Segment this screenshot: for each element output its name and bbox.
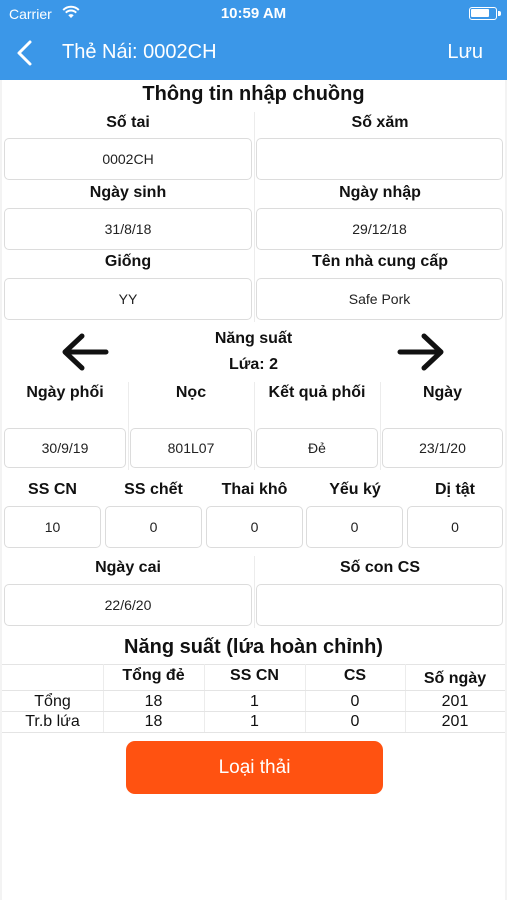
save-button[interactable]: Lưu	[447, 41, 483, 63]
born-alive-field[interactable]: 10	[4, 506, 101, 548]
table-cell: 18	[144, 713, 163, 730]
completed-litter-title: Năng suất (lứa hoàn chỉnh)	[124, 636, 383, 658]
deformed-label: Dị tật	[435, 481, 475, 498]
previous-litter-arrow-icon[interactable]	[58, 330, 110, 374]
weaned-count-label: Số con CS	[339, 559, 420, 576]
mating-result-label: Kết quả phối	[268, 384, 366, 401]
table-header-days: Số ngày	[423, 670, 487, 687]
performance-title: Năng suất	[214, 330, 293, 347]
next-litter-arrow-icon[interactable]	[396, 330, 448, 374]
nav-bar	[0, 28, 507, 80]
tattoo-label: Số xăm	[351, 114, 409, 131]
litter-number: Lứa: 2	[229, 356, 278, 373]
back-arrow-icon[interactable]	[10, 38, 40, 68]
breed-field[interactable]: YY	[4, 278, 252, 320]
entry-date-field[interactable]: 29/12/18	[256, 208, 503, 250]
mummified-label: Thai khô	[221, 481, 288, 498]
breed-label: Giống	[104, 253, 152, 270]
divider	[2, 732, 505, 733]
table-cell: 0	[350, 693, 360, 710]
table-header-weaned: CS	[343, 667, 367, 684]
intake-info-title: Thông tin nhập chuồng	[142, 83, 365, 105]
stillborn-field[interactable]: 0	[105, 506, 202, 548]
supplier-field[interactable]: Safe Pork	[256, 278, 503, 320]
top-bar	[0, 0, 507, 80]
date-field[interactable]: 23/1/20	[382, 428, 503, 468]
table-cell: 1	[250, 713, 259, 730]
table-cell: 1	[250, 693, 259, 710]
table-cell-row-label: Tổng	[34, 693, 71, 710]
weaning-date-field[interactable]: 22/6/20	[4, 584, 252, 626]
status-bar	[0, 0, 507, 28]
discard-button[interactable]: Loại thải	[126, 741, 383, 794]
clock: 10:59 AM	[220, 5, 287, 22]
birth-date-field[interactable]: 31/8/18	[4, 208, 252, 250]
sow-card	[2, 80, 505, 900]
carrier-label: Carrier	[9, 6, 52, 22]
divider	[254, 112, 255, 322]
date-label: Ngày	[422, 384, 463, 401]
table-cell: 201	[441, 713, 469, 730]
mummified-field[interactable]: 0	[206, 506, 303, 548]
divider	[2, 690, 505, 691]
entry-date-label: Ngày nhập	[339, 184, 421, 201]
battery-icon	[469, 7, 497, 20]
deformed-field[interactable]: 0	[407, 506, 503, 548]
supplier-label: Tên nhà cung cấp	[311, 253, 448, 270]
weaning-date-label: Ngày cai	[95, 559, 161, 576]
boar-field[interactable]: 801L07	[130, 428, 252, 468]
stillborn-label: SS chết	[124, 481, 183, 498]
weaned-count-field[interactable]	[256, 584, 503, 626]
ear-tag-field[interactable]: 0002CH	[4, 138, 252, 180]
born-alive-label: SS CN	[28, 481, 77, 498]
ear-tag-label: Số tai	[106, 114, 150, 131]
table-header-total-born: Tổng đẻ	[122, 667, 185, 684]
table-cell: 201	[441, 693, 469, 710]
table-header-born-alive: SS CN	[230, 667, 279, 684]
weak-label: Yếu ký	[329, 481, 381, 498]
table-cell: 18	[144, 693, 163, 710]
divider	[2, 711, 505, 712]
table-cell-row-label: Tr.b lứa	[25, 713, 80, 730]
mating-date-label: Ngày phối	[26, 384, 104, 401]
boar-label: Nọc	[175, 384, 207, 401]
table-cell: 0	[350, 713, 360, 730]
divider	[2, 664, 505, 665]
weak-field[interactable]: 0	[306, 506, 403, 548]
birth-date-label: Ngày sinh	[89, 184, 167, 201]
mating-result-field[interactable]: Đẻ	[256, 428, 378, 468]
mating-date-field[interactable]: 30/9/19	[4, 428, 126, 468]
tattoo-field[interactable]	[256, 138, 503, 180]
page-title: Thẻ Nái: 0002CH	[62, 41, 217, 63]
